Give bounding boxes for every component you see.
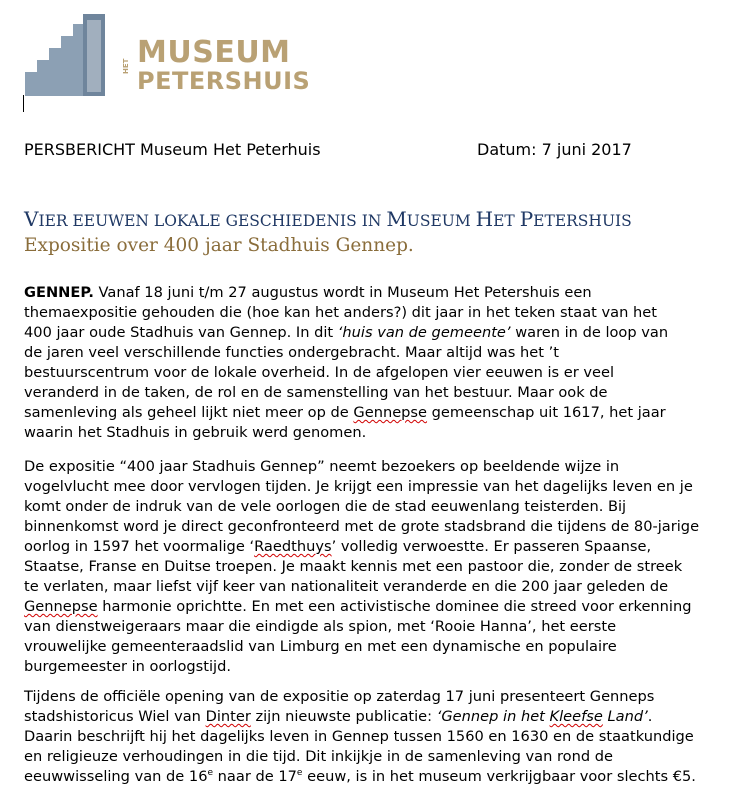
logo-het: HET: [122, 58, 130, 74]
text-segment: GENNEP. Vanaf 18 juni t/m 27 augustus wordt in Museum Het Petershuis een: [24, 284, 592, 301]
text-line: [24, 517, 734, 537]
text-cursor: [23, 95, 24, 112]
date-label: Datum: 7 juni 2017: [477, 140, 632, 159]
text-line: [24, 747, 734, 767]
text-segment: zijn nieuwste publicatie:: [250, 708, 437, 725]
subheadline: Expositie over 400 jaar Stadhuis Gennep.: [24, 235, 414, 256]
headline-segment: ETERSHUIS: [533, 212, 632, 230]
text-line: [24, 727, 734, 747]
text-segment: ’ volledig verwoestte. Er passeren Spaanse,: [331, 538, 652, 555]
text-segment: waarin het Stadhuis in gebruik werd genomen.: [24, 424, 367, 441]
text-segment: waren in de loop van: [510, 324, 669, 341]
text-line: [24, 363, 734, 383]
press-release-label: PERSBERICHT Museum Het Peterhuis: [24, 140, 321, 159]
text-segment: te verlaten, maar liefst vijf keer van nationaliteit veranderde en die 200 jaar geleden de: [24, 578, 669, 595]
text-segment: e: [296, 768, 303, 779]
text-line: [24, 707, 734, 727]
text-segment: .: [647, 708, 653, 725]
headline-segment: ET: [493, 212, 520, 230]
text-line: [24, 577, 734, 597]
text-segment: Kleefse: [549, 708, 603, 725]
text-segment: bestuurscentrum voor de lokale overheid. In de afgelopen vier eeuwen is er veel: [24, 364, 615, 381]
text-segment: vrouwelijke gemeenteraadslid van Limburg en met een dynamische en populaire: [24, 638, 617, 655]
logo-wordmark: [137, 35, 311, 95]
text-segment: van dienstweigeraars maar die eindigde als spion, met ‘Rooie Hanna’, het eerste: [24, 618, 617, 635]
paragraph-intro: [24, 283, 734, 443]
text-segment: Staatse, Franse en Duitse troepen. Je maakt kennis met een pastoor die, zonder de streek: [24, 558, 683, 575]
text-line: [24, 343, 734, 363]
text-line: [24, 457, 734, 477]
headline: [24, 207, 632, 231]
text-segment: harmonie oprichtte. En met een activistische dominee die streed voor erkenning: [97, 598, 692, 615]
text-segment: samenleving als geheel lijkt niet meer op de: [24, 404, 354, 421]
text-segment: gemeenschap uit 1617, het jaar: [427, 404, 666, 421]
text-segment: veranderd in de taken, de rol en de samenstelling van het bestuur. Maar ook de: [24, 384, 608, 401]
text-segment: Daarin beschrijft hij het dagelijks leven in Gennep tussen 1560 en 1630 en de staatkundige: [24, 728, 694, 745]
paragraph-exhibition: [24, 457, 734, 677]
text-segment: Raedthuys: [254, 538, 332, 555]
logo-line2: PETERSHUIS: [137, 67, 311, 95]
headline-segment: IER EEUWEN LOKALE GESCHIEDENIS IN: [38, 212, 387, 230]
text-segment: burgemeester in oorlogstijd.: [24, 658, 231, 675]
headline-segment: P: [519, 207, 534, 231]
paragraph-opening: [24, 687, 734, 787]
text-segment: Tijdens de officiële opening van de expositie op zaterdag 17 juni presenteert Genneps: [24, 688, 655, 705]
text-segment: binnenkomst word je direct geconfronteerd met de grote stadsbrand die tijdens de 80-jarige: [24, 518, 700, 535]
text-segment: oorlog in 1597 het voormalige ‘: [24, 538, 255, 555]
text-segment: naar de 17: [213, 768, 297, 785]
text-line: [24, 557, 734, 577]
text-segment: en religieuze verhoudingen in die tijd. Dit inkijkje in de samenleving van rond de: [24, 748, 613, 765]
text-segment: Gennepse: [24, 598, 98, 615]
text-segment: de jaren veel verschillende functies ondergebracht. Maar altijd was het ’t: [24, 344, 559, 361]
text-line: [24, 637, 734, 657]
text-line: [24, 617, 734, 637]
text-segment: De expositie “400 jaar Stadhuis Gennep” neemt bezoekers op beeldende wijze in: [24, 458, 620, 475]
text-line: [24, 767, 734, 787]
text-line: [24, 537, 734, 557]
text-line: [24, 597, 734, 617]
headline-segment: H: [475, 207, 494, 231]
text-segment: themaexpositie gehouden die (hoe kan het anders?) dit jaar in het teken staat van het: [24, 304, 657, 321]
text-segment: e: [207, 768, 214, 779]
text-segment: stadshistoricus Wiel van: [24, 708, 206, 725]
text-line: [24, 303, 734, 323]
headline-segment: M: [386, 207, 407, 231]
text-segment: eeuwwisseling van de 16: [24, 768, 208, 785]
text-segment: komt onder de indruk van de vele oorlogen die de stad eeuwenlang teisterden. Bij: [24, 498, 627, 515]
text-line: [24, 383, 734, 403]
text-line: [24, 423, 734, 443]
text-segment: ‘huis van de gemeente’: [337, 324, 511, 341]
text-line: [24, 403, 734, 423]
text-segment: Gennepse: [353, 404, 428, 421]
stairs-icon: [25, 14, 125, 96]
text-line: [24, 687, 734, 707]
text-segment: 400 jaar oude Stadhuis van Gennep. In dit: [24, 324, 338, 341]
text-segment: ‘Gennep in het: [436, 708, 550, 725]
text-line: [24, 657, 734, 677]
text-line: [24, 477, 734, 497]
museum-logo: [25, 14, 311, 96]
text-segment: vogelvlucht mee door vervlogen tijden. Je krijgt een impressie van het dagelijks leven en je: [24, 478, 693, 495]
text-segment: Land’: [602, 708, 648, 725]
headline-segment: V: [24, 207, 39, 231]
text-line: [24, 323, 734, 343]
text-line: [24, 283, 734, 303]
logo-line1: MUSEUM: [137, 35, 291, 70]
text-segment: eeuw, is in het museum verkrijgbaar voor slechts €5.: [302, 768, 696, 785]
headline-segment: USEUM: [406, 212, 476, 230]
text-line: [24, 497, 734, 517]
text-segment: Dinter: [205, 708, 251, 725]
